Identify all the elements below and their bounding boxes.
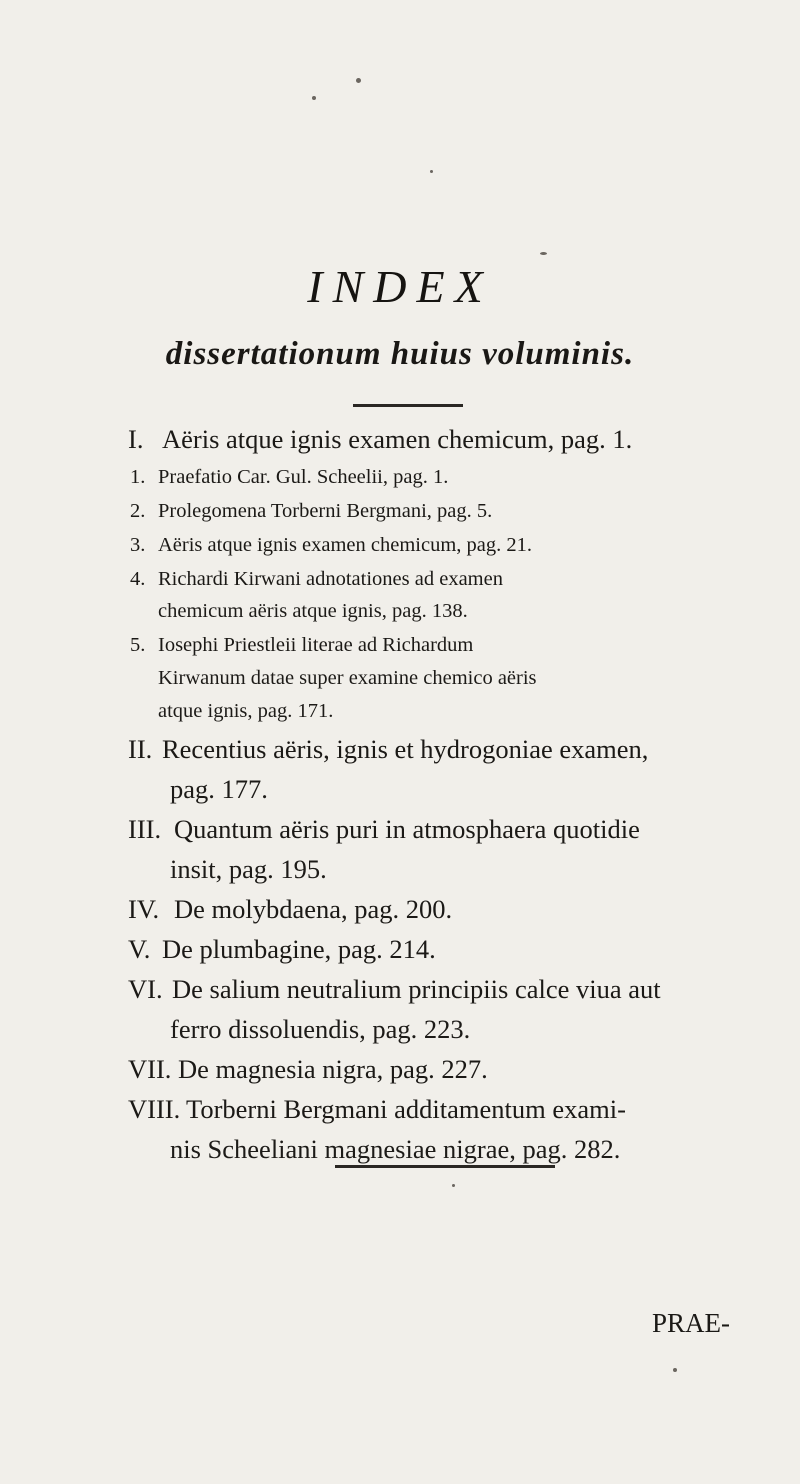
entry-continuation: chemicum aëris atque ignis, pag. 138. <box>158 600 468 622</box>
entry-text: Iosephi Priestleii literae ad Richardum <box>158 634 474 656</box>
entry-text: De magnesia nigra, pag. 227. <box>178 1054 488 1084</box>
entry-continuation: insit, pag. 195. <box>170 854 327 884</box>
entry-continuation: pag. 177. <box>170 774 268 804</box>
entry-text: Richardi Kirwani adnotationes ad examen <box>158 568 503 590</box>
index-entry <box>128 424 632 455</box>
entry-text: Praefatio Car. Gul. Scheelii, pag. 1. <box>158 466 449 488</box>
entry-number: 1. <box>130 466 146 488</box>
entry-continuation: Kirwanum datae super examine chemico aëris <box>158 667 537 689</box>
entry-number: VII. <box>128 1054 172 1084</box>
bottom-rule <box>335 1165 555 1168</box>
paper-speck <box>673 1368 677 1372</box>
entry-continuation: nis Scheeliani magnesiae nigrae, pag. 282. <box>170 1134 621 1164</box>
entry-number: 5. <box>130 634 146 656</box>
index-entry <box>128 934 436 965</box>
index-entry <box>130 634 473 657</box>
index-entry <box>128 974 661 1005</box>
entry-text: De molybdaena, pag. 200. <box>174 894 453 924</box>
catchword: PRAE- <box>652 1308 731 1338</box>
index-entry <box>128 1094 626 1125</box>
top-rule <box>353 404 463 407</box>
paper-speck <box>540 252 547 255</box>
entry-number: VI. <box>128 974 163 1004</box>
paper-speck <box>312 96 316 100</box>
index-entry <box>128 814 640 845</box>
entry-number: VIII. <box>128 1094 181 1124</box>
entry-text: Aëris atque ignis examen chemicum, pag. 1. <box>162 424 633 454</box>
index-entry <box>130 534 532 557</box>
entry-continuation: ferro dissoluendis, pag. 223. <box>170 1014 471 1044</box>
paper-speck <box>430 170 433 173</box>
index-entry <box>130 500 492 523</box>
entry-number: V. <box>128 934 151 964</box>
paper-speck <box>356 78 361 83</box>
entry-text: Quantum aëris puri in atmosphaera quotidie <box>174 814 640 844</box>
entry-text: Aëris atque ignis examen chemicum, pag. 21. <box>158 534 533 556</box>
index-entry <box>128 1054 488 1085</box>
entry-number: II. <box>128 734 153 764</box>
entry-text: Recentius aëris, ignis et hydrogoniae examen, <box>162 734 649 764</box>
entry-text: Torberni Bergmani additamentum exami- <box>186 1094 626 1124</box>
entry-text: De plumbagine, pag. 214. <box>162 934 436 964</box>
entry-number: I. <box>128 424 144 454</box>
paper-speck <box>452 1184 455 1187</box>
entry-text: Prolegomena Torberni Bergmani, pag. 5. <box>158 500 493 522</box>
page-subtitle: dissertationum huius voluminis. <box>165 336 635 372</box>
index-entry <box>128 734 648 765</box>
index-entry <box>130 466 448 489</box>
index-entry <box>128 894 452 925</box>
index-entry <box>130 568 503 591</box>
entry-number: 2. <box>130 500 146 522</box>
entry-number: 3. <box>130 534 146 556</box>
page-title: INDEX <box>307 261 493 312</box>
entry-continuation: atque ignis, pag. 171. <box>158 700 334 722</box>
entry-number: IV. <box>128 894 160 924</box>
entry-text: De salium neutralium principiis calce viua aut <box>172 974 661 1004</box>
entry-number: 4. <box>130 568 146 590</box>
entry-number: III. <box>128 814 162 844</box>
